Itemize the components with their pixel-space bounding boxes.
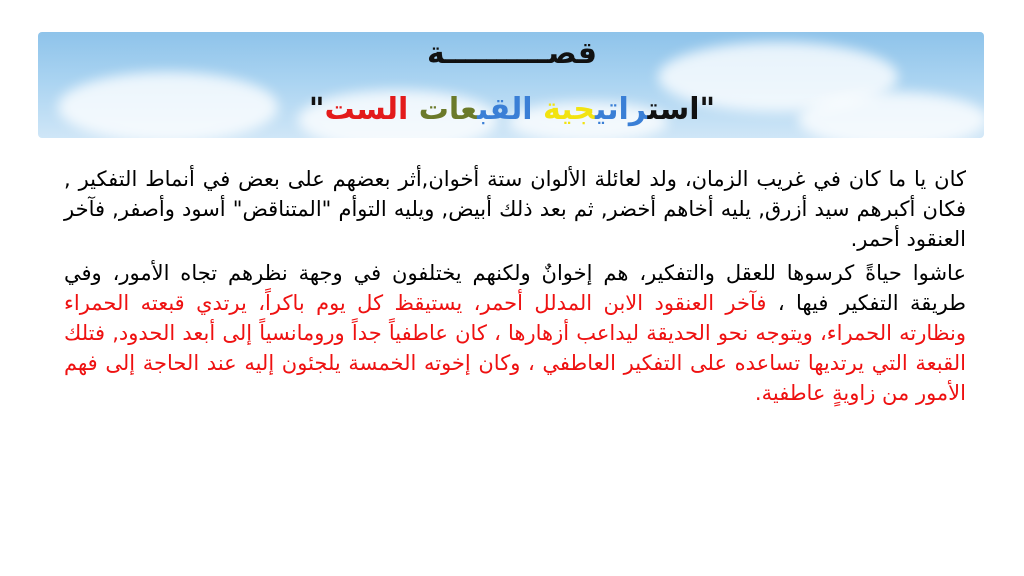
subtitle-segment: جية: [542, 92, 596, 127]
subtitle-segment: است: [647, 92, 700, 127]
subtitle-segment: القب: [477, 92, 533, 127]
subtitle-segment: عات: [418, 92, 478, 127]
subtitle-segment: الست: [324, 92, 409, 127]
paragraph-1: كان يا ما كان في غريب الزمان، ولد لعائلة الألوان ستة أخوان,أثر بعضهم على بعض في أنماط التفكير , فكان أكبرهم سيد أزرق, يليه أخاهم أخضر, ثم بعد ذلك أبيض, ويليه التوأم "المتناقض" أسود وأصفر, فآخر العنقود أحمر.: [64, 167, 966, 251]
story-title: قصــــــــــة: [427, 36, 597, 71]
subtitle-segment: ": [699, 92, 716, 127]
subtitle-segment: ": [308, 92, 325, 127]
subtitle-segment: [408, 92, 418, 127]
subtitle-segment: را: [618, 92, 648, 127]
paragraph-2-red-text: فآخر العنقود الابن المدلل أحمر، يستيقظ كل يوم باكراً، يرتدي قبعته الحمراء ونظارته الحمراء، ويتوجه نحو الحديقة ليداعب أزهارها ، كان عاطفياً جداً ورومانسياً إلى أبعد الحدود, فتلك القبعة التي يرتديها تساعده على التفكير العاطفي ، وكان إخوته الخمسة يلجئون إليه عند الحاجة إلى فهم الأمور من زاويةٍ عاطفية.: [64, 291, 966, 405]
paragraph-2-intro: عاشوا حياةً كرسوها للعقل والتفكير، هم إخوانٌ ولكنهم يختلفون في وجهة نظرهم تجاه الأمور، وفي طريقة التفكير فيها ،: [64, 261, 966, 315]
paragraph-2: [64, 258, 966, 408]
story-body: [64, 164, 966, 412]
subtitle-segment: [533, 92, 543, 127]
story-subtitle: [0, 92, 1024, 128]
subtitle-segment: تي: [595, 92, 619, 127]
